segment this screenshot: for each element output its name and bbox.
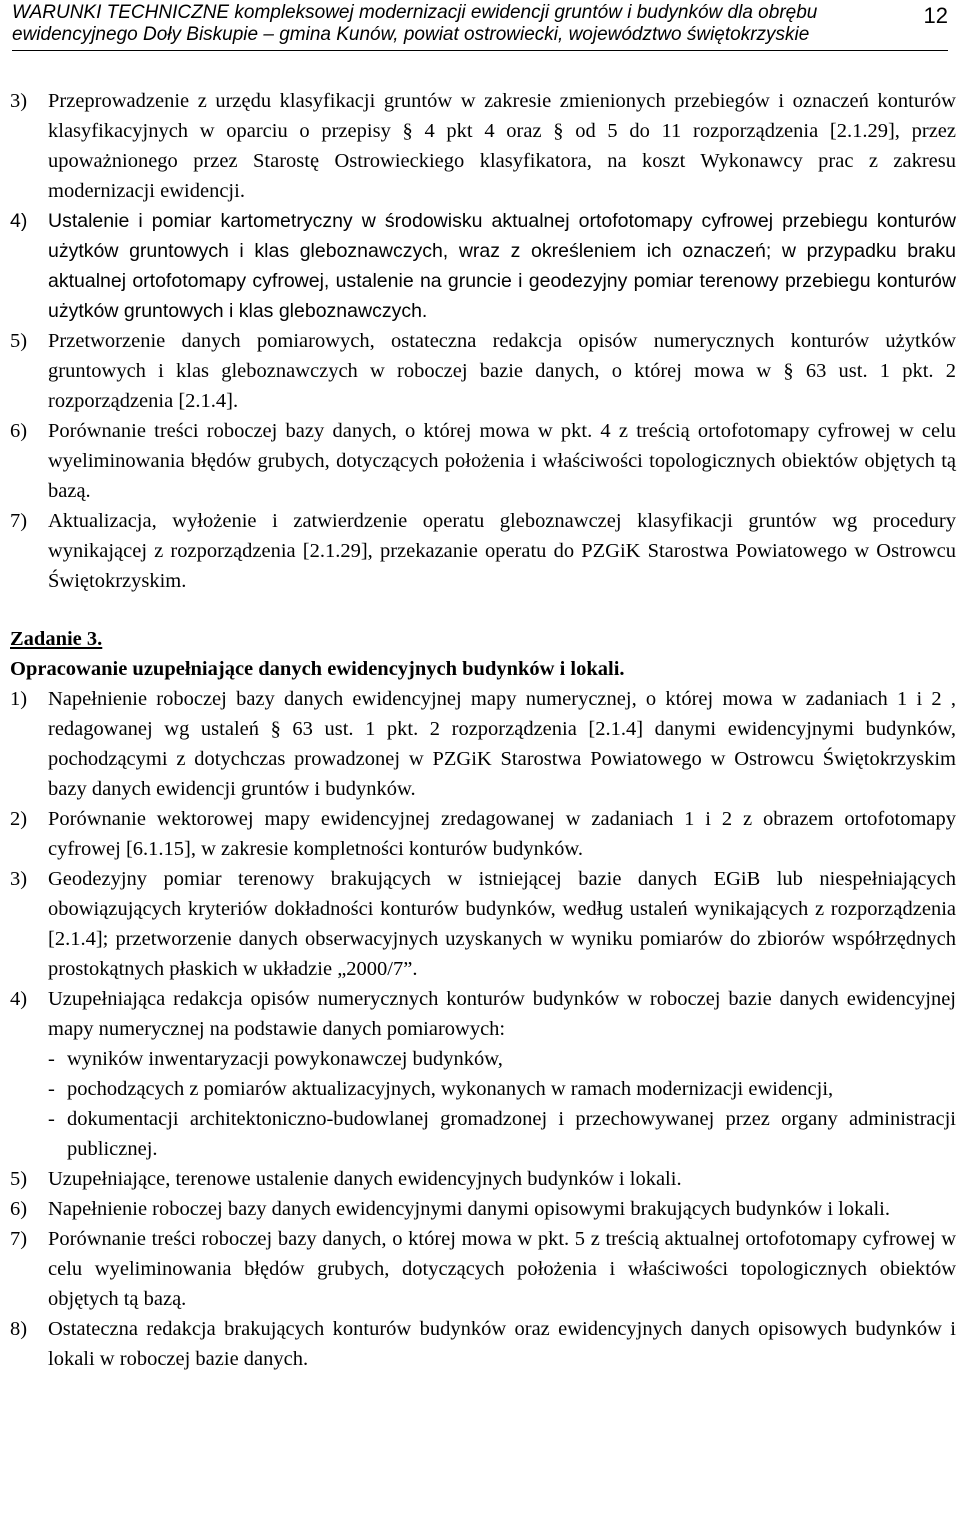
item-text: Porównanie wektorowej mapy ewidencyjnej zredagowanej w zadaniach 1 i 2 z obrazem ortofotomapy cyfrowej [6.1.15], w zakresie kompletności konturów budynków.: [48, 808, 956, 860]
dash-item: [48, 1104, 956, 1164]
dash-text: wyników inwentaryzacji powykonawczej budynków,: [67, 1048, 503, 1070]
task3-list: [10, 684, 956, 1374]
item-text: Aktualizacja, wyłożenie i zatwierdzenie operatu gleboznawczej klasyfikacji gruntów wg procedury wynikającej z rozporządzenia [2.1.29], przekazanie operatu do PZGiK Starostwa Powiatowego w Ostrowcu Świętokrzyskim.: [48, 510, 956, 592]
item-text: Uzupełniająca redakcja opisów numerycznych konturów budynków w roboczej bazie danych ewidencyjnej mapy numerycznej na podstawie danych pomiarowych:: [48, 988, 956, 1040]
dash-text: dokumentacji architektoniczno-budowlanej gromadzonej i przechowywanej przez organy administracji publicznej.: [67, 1108, 956, 1160]
item-text: Geodezyjny pomiar terenowy brakujących w istniejącej bazie danych EGiB lub niespełniających obowiązujących kryteriów dokładności konturów budynków, według ustaleń wynikających z rozporządzenia [2.1.4]; przetworzenie danych obserwacyjnych uzyskanych w wyniku pomiarów do zbiorów współrzędnych prostokątnych płaskich w układzie „2000/7”.: [48, 868, 956, 980]
dash-item: [48, 1044, 956, 1074]
item-number: 6): [10, 1198, 28, 1220]
page-number: 12: [923, 3, 948, 28]
item-text: Uzupełniające, terenowe ustalenie danych ewidencyjnych budynków i lokali.: [48, 1168, 682, 1190]
dash-bullet: -: [48, 1078, 55, 1100]
item-text: Porównanie treści roboczej bazy danych, o której mowa w pkt. 4 z treścią ortofotomapy cyfrowej w celu wyeliminowania błędów grubych, dotyczących położenia i właściwości topologicznych obiektów objętych tą bazą.: [48, 420, 956, 502]
list-item: [10, 1224, 956, 1314]
item-text: Przeprowadzenie z urzędu klasyfikacji gruntów w zakresie zmienionych przebiegów i oznaczeń konturów klasyfikacyjnych w oparciu o przepisy § 4 pkt 4 oraz § od 5 do 11 rozporządzenia [2.1.29], przez upoważnionego przez Starostę Ostrowieckiego klasyfikatora, na koszt Wykonawcy prac z zakresu modernizacji ewidencji.: [48, 90, 956, 202]
dash-item: [48, 1074, 956, 1104]
list-item: [10, 1164, 956, 1194]
item-text: Ustalenie i pomiar kartometryczny w środowisku aktualnej ortofotomapy cyfrowej przebiegu konturów użytków gruntowych i klas gleboznawczych, wraz z określeniem ich oznaczeń; w przypadku braku aktualnej ortofotomapy cyfrowej, ustalenie na gruncie i geodezyjny pomiar terenowy przebiegu konturów użytków gruntowych i klas gleboznawczych.: [48, 210, 956, 322]
header-line-1: WARUNKI TECHNICZNE kompleksowej modernizacji ewidencji gruntów i budynków dla obrębu: [12, 2, 818, 23]
task2-list: [10, 86, 956, 596]
list-item: [10, 1314, 956, 1374]
list-item: [10, 804, 956, 864]
item-number: 3): [10, 90, 28, 112]
list-item: [10, 1194, 956, 1224]
list-item: [10, 506, 956, 596]
list-item: [10, 984, 956, 1164]
item-number: 8): [10, 1318, 28, 1340]
list-item: [10, 326, 956, 416]
item-text: Porównanie treści roboczej bazy danych, o której mowa w pkt. 5 z treścią aktualnej ortofotomapy cyfrowej w celu wyeliminowania błędów grubych, dotyczących położenia i właściwości topologicznych obiektów objętych tą bazą.: [48, 1228, 956, 1310]
item-number: 4): [10, 988, 28, 1010]
item-number: 7): [10, 510, 28, 532]
item-text: Ostateczna redakcja brakujących konturów budynków oraz ewidencyjnych danych opisowych budynków i lokali w roboczej bazie danych.: [48, 1318, 956, 1370]
item-number: 5): [10, 330, 28, 352]
item-number: 5): [10, 1168, 28, 1190]
dash-bullet: -: [48, 1048, 55, 1070]
dash-bullet: -: [48, 1108, 55, 1130]
list-item: [10, 416, 956, 506]
task3-subtitle: Opracowanie uzupełniające danych ewidencyjnych budynków i lokali.: [10, 658, 625, 680]
document-body: [10, 86, 956, 1374]
task3-title: Zadanie 3.: [10, 628, 103, 650]
item-text: Napełnienie roboczej bazy danych ewidencyjnej mapy numerycznej, o której mowa w zadaniach 1 i 2 , redagowanej wg ustaleń § 63 ust. 1 pkt. 2 rozporządzenia [2.1.4] danymi ewidencyjnymi budynków, pochodzącymi z dotychczas prowadzonej w PZGiK Starostwa Powiatowego w Ostrowcu Świętokrzyskim bazy danych ewidencji gruntów i budynków.: [48, 688, 956, 800]
list-item: [10, 86, 956, 206]
item-text: Przetworzenie danych pomiarowych, ostateczna redakcja opisów numerycznych konturów użytków gruntowych i klas gleboznawczych w roboczej bazie danych, o której mowa w § 63 ust. 1 pkt. 2 rozporządzenia [2.1.4].: [48, 330, 956, 412]
item-text: Napełnienie roboczej bazy danych ewidencyjnymi danymi opisowymi brakujących budynków i lokali.: [48, 1198, 890, 1220]
item-number: 6): [10, 420, 28, 442]
item-number: 2): [10, 808, 28, 830]
list-item: [10, 206, 956, 326]
header-title: [12, 2, 892, 46]
section-gap: [10, 596, 956, 624]
dash-text: pochodzących z pomiarów aktualizacyjnych, wykonanych w ramach modernizacji ewidencji,: [67, 1078, 834, 1100]
item-number: 7): [10, 1228, 28, 1250]
list-item: [10, 864, 956, 984]
page-header: [12, 0, 948, 51]
item-number: 1): [10, 688, 28, 710]
item-number: 4): [10, 210, 28, 232]
list-item: [10, 684, 956, 804]
header-line-2: ewidencyjnego Doły Biskupie – gmina Kunów, powiat ostrowiecki, województwo świętokrzyskie: [12, 24, 810, 45]
item-number: 3): [10, 868, 28, 890]
